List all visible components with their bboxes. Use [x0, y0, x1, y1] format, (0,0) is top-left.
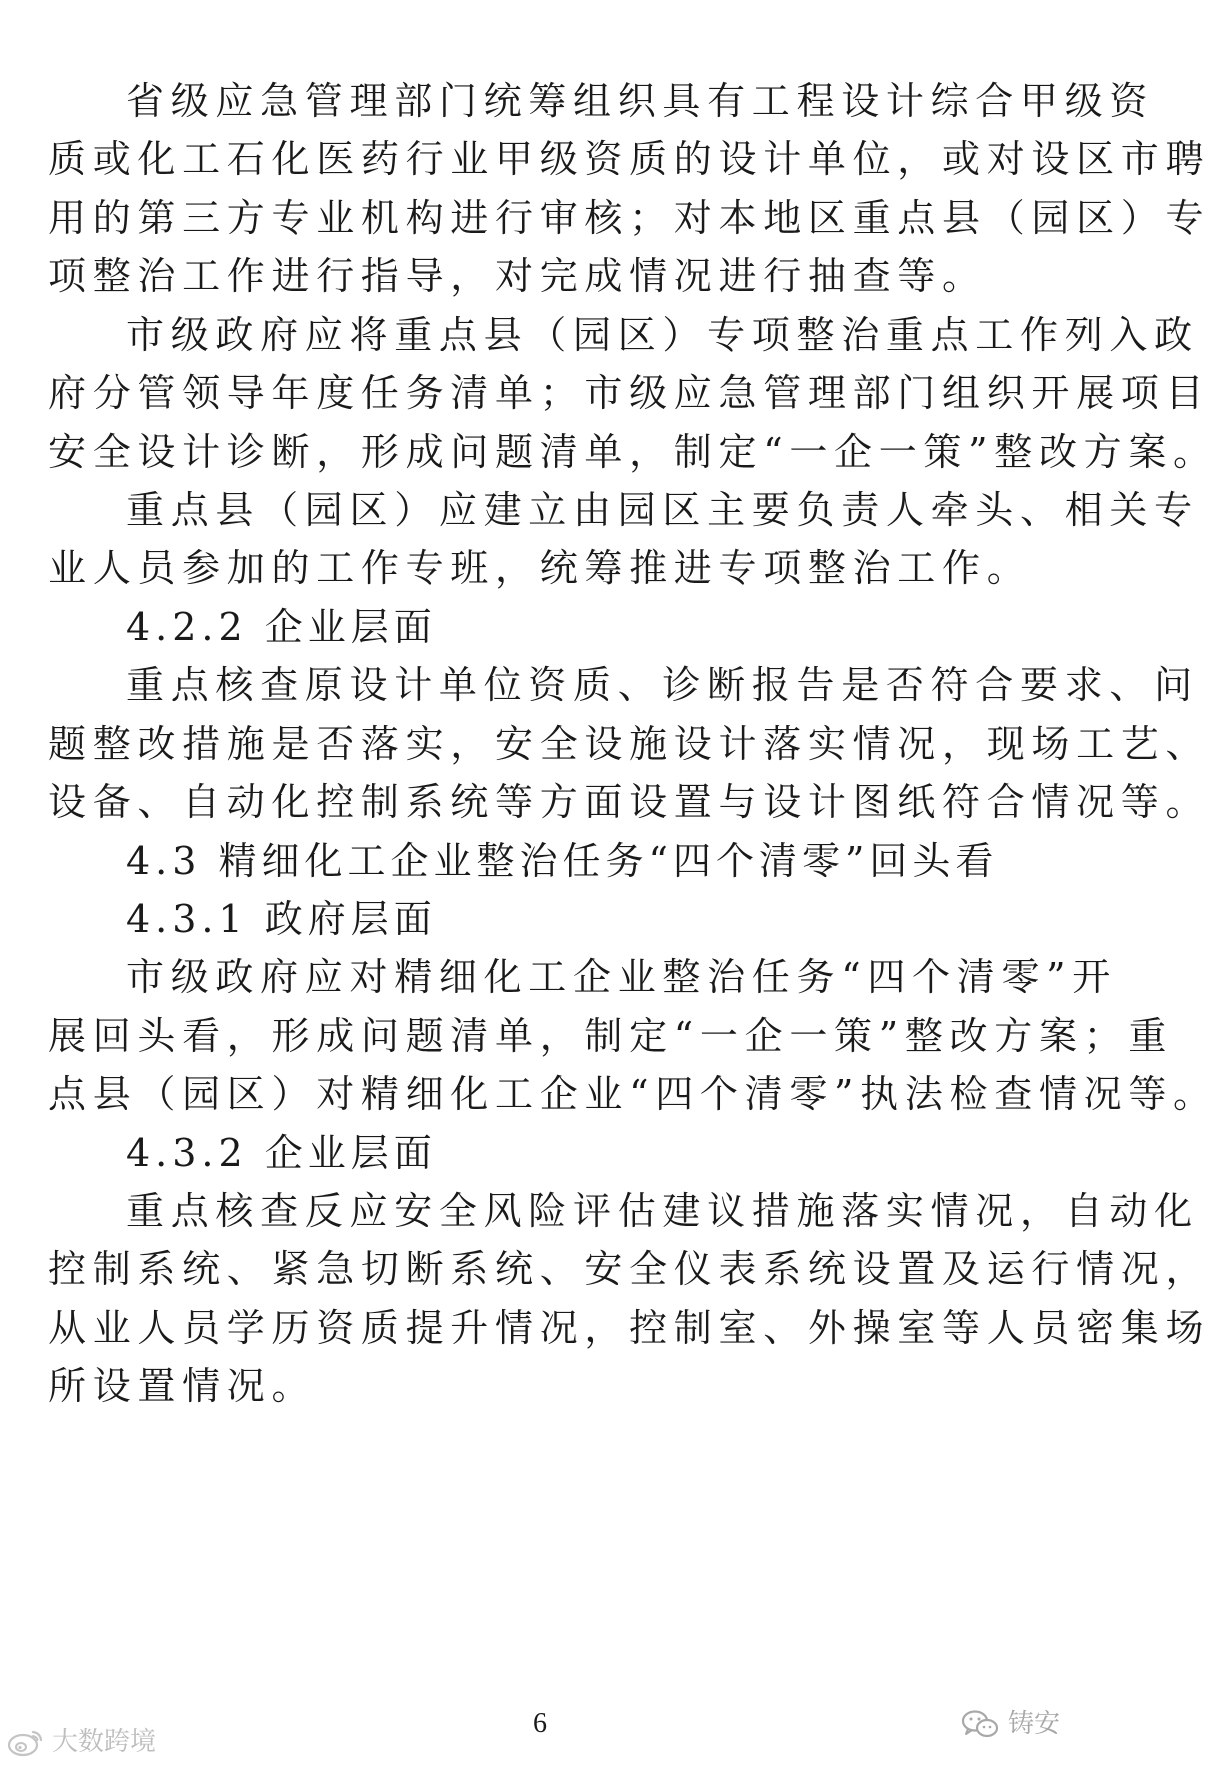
paragraph-5-line-3: 点县（园区）对精细化工企业“四个清零”执法检查情况等。 — [48, 1072, 1218, 1116]
paragraph-3-line-1: 重点县（园区）应建立由园区主要负责人牵头、相关专 — [126, 488, 1199, 532]
paragraph-2-line-3: 安全设计诊断，形成问题清单，制定“一企一策”整改方案。 — [48, 430, 1218, 474]
paragraph-5-line-2: 展回头看，形成问题清单，制定“一企一策”整改方案；重 — [48, 1014, 1174, 1058]
paragraph-1-line-3: 用的第三方专业机构进行审核；对本地区重点县（园区）专 — [48, 196, 1211, 240]
section-heading-4-3-2: 4.3.2 企业层面 — [126, 1131, 437, 1175]
paragraph-2-line-2: 府分管领导年度任务清单；市级应急管理部门组织开展项目 — [48, 371, 1211, 415]
paragraph-6-line-4: 所设置情况。 — [48, 1364, 317, 1408]
watermark-left-text: 大数跨境 — [52, 1727, 157, 1757]
paragraph-4-line-3: 设备、自动化控制系统等方面设置与设计图纸符合情况等。 — [48, 780, 1211, 824]
wechat-logo-icon — [960, 1708, 1000, 1740]
section-heading-4-3-1: 4.3.1 政府层面 — [126, 897, 437, 941]
paragraph-6-line-1: 重点核查反应安全风险评估建议措施落实情况，自动化 — [126, 1189, 1199, 1233]
section-heading-4-3: 4.3 精细化工企业整治任务“四个清零”回头看 — [126, 839, 999, 883]
weibo-logo-icon — [6, 1726, 46, 1758]
paragraph-3-line-2: 业人员参加的工作专班，统筹推进专项整治工作。 — [48, 546, 1032, 590]
paragraph-1-line-1: 省级应急管理部门统筹组织具有工程设计综合甲级资 — [126, 79, 1155, 123]
watermark-right — [960, 1708, 1060, 1740]
watermark-right-text: 铸安 — [1008, 1709, 1061, 1739]
page-number: 6 — [533, 1708, 547, 1739]
paragraph-4-line-1: 重点核查原设计单位资质、诊断报告是否符合要求、问 — [126, 663, 1199, 707]
paragraph-6-line-3: 从业人员学历资质提升情况，控制室、外操室等人员密集场 — [48, 1306, 1211, 1350]
section-heading-4-2-2: 4.2.2 企业层面 — [126, 605, 437, 649]
paragraph-1-line-4: 项整治工作进行指导，对完成情况进行抽查等。 — [48, 254, 987, 298]
watermark-left — [6, 1726, 156, 1758]
paragraph-4-line-2: 题整改措施是否落实，安全设施设计落实情况，现场工艺、 — [48, 722, 1211, 766]
paragraph-5-line-1: 市级政府应对精细化工企业整治任务“四个清零”开 — [126, 955, 1117, 999]
paragraph-1-line-2: 质或化工石化医药行业甲级资质的设计单位，或对设区市聘 — [48, 137, 1211, 181]
paragraph-6-line-2: 控制系统、紧急切断系统、安全仪表系统设置及运行情况， — [48, 1247, 1211, 1291]
paragraph-2-line-1: 市级政府应将重点县（园区）专项整治重点工作列入政 — [126, 313, 1199, 357]
